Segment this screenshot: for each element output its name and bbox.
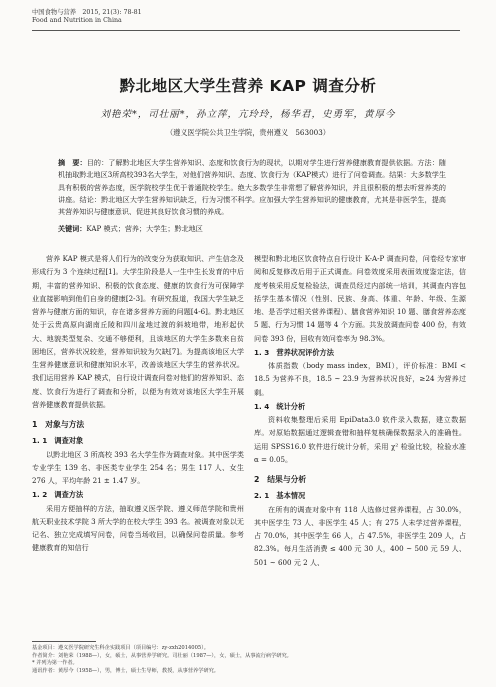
subsection-heading-1-3: 1. 3 营养状况评价方法 (254, 347, 334, 357)
abstract-text: 目的：了解黔北地区大学生营养知识、态度和饮食行为的现状，以期对学生进行营养健康教育提供依据。方法：随机抽取黔北地区3所高校393名大学生，对他们营养知识、态度、饮食行为（KAP模式）进行了问卷调查。结果：大多数学生具有积极的营养态度，医学院校学生优于普通院校学生。绝大多数学生非常想了解营养知识，并且很积极的想去听营养类的讲座。结论：黔北地区大学生营养知识缺乏，行为习惯不科学。应加强大学生营养知识的健康教育，尤其是非医学生，提高其营养知识与健康意识、促进其良好饮食习惯的养成。 (58, 158, 446, 217)
author-list: 刘艳荣*，司壮丽*，孙立萍，亢玲玲，杨华君，史勇军，黄厚今 (100, 109, 396, 120)
statistics-paragraph: 资料收集整理后采用 EpiData3.0 软件录入数据，建立数据库。对原始数据通过逻辑查错和抽样复核确保数据录入的准确性。运用 SPSS16.0 软件进行统计分析，采用 χ² 检验比较，检验水准 α = 0.05。 (254, 415, 466, 464)
section-heading-1: 1 对象与方法 (32, 420, 85, 429)
abstract (58, 157, 446, 218)
questionnaire-paragraph: 模型和黔北地区饮食特点自行设计 K-A-P 调查问卷，问卷经专家审阅和反复修改后用于正式调查。问卷效度采用表面效度鉴定法，信度考核采用反复检验法，调查员经过内部统一培训，其调查内容包括学生基本情况（性别、民族、身高、体重、年龄、年级、生源地、是否学过相关营养课程）、膳食营养知识 10 题、膳食营养态度 5 题、行为习惯 14 题等 4 个方面。共发放调查问卷 400 份，有效问卷 393 份，回收有效问卷率为 98.3%。 (254, 254, 466, 343)
abstract-label: 摘 要： (58, 158, 87, 167)
footnote-rule (32, 641, 96, 642)
subsection-heading-1-1: 1. 1 调查对象 (32, 436, 84, 446)
article-title: 黔北地区大学生营养 KAP 调查分析 (119, 77, 377, 95)
keywords-label: 关键词： (58, 224, 87, 233)
footnotes (32, 645, 460, 675)
author-bio-note: 作者简介：刘艳荣（1988—），女，硕士，从事营养学研究。司壮丽（1987—），女，硕士，从事流行病学研究。 (32, 652, 292, 659)
journal-name-en: Food and Nutrition in China (32, 17, 122, 25)
bmi-paragraph: 体质指数（body mass index，BMI），评价标准：BMI < 18.5 为营养不良，18.5 ~ 23.9 为营养状况良好，≥24 为营养过剩。 (254, 361, 466, 397)
left-column (32, 252, 244, 555)
co-first-author-note: * 并列为第一作者。 (32, 660, 78, 667)
header-rule (32, 30, 460, 31)
corresponding-author-note: 通讯作者：黄厚今（1958—），男，博士，硕士生导师，教授，从事营养学研究。 (32, 667, 219, 674)
subsection-heading-1-2: 1. 2 调查方法 (32, 490, 84, 500)
section-heading-2: 2 结果与分析 (254, 475, 307, 484)
basic-info-paragraph: 在所有的调查对象中有 118 人选修过营养课程，占 30.0%，其中医学生 73 人、非医学生 45 人；有 275 人未学过营养课程，占 70.0%，其中医学生 66 人，占 47.5%，非医学生 209 人，占 82.3%。每月生活消费 ≤ 400 元 30 人，400 ~ 500 元 59 人、501 ~ 600 元 2 人、 (254, 504, 466, 567)
subsection-heading-2-1: 2. 1 基本情况 (254, 491, 306, 501)
subjects-paragraph: 以黔北地区 3 所高校 393 名大学生作为调查对象。其中医学类专业学生 139 名、非医类专业学生 254 名；男生 117 人、女生 276 人，平均年龄 21 ± 1.47 岁。 (32, 449, 244, 485)
intro-paragraph: 营养 KAP 模式是将人们行为的改变分为获取知识、产生信念及形成行为 3 个连续过程[1]。大学生阶段是人一生中生长发育的中后期，丰富的营养知识、积极的饮食态度、健康的饮食行为可保障学业直接影响到他们自身的健康[2-3]。有研究报道，我国大学生缺乏营养与健康方面的知识，存在诸多营养方面的问题[4-6]。黔北地区处于云贵高原向湖南丘陵和四川盆地过渡的斜坡地带，地形起伏大、地貌类型复杂、交通不够便利，且该地区的大学生多数来自贫困地区，营养状况较差，营养知识较为欠缺[7]。为提高该地区大学生营养健康意识和健康知识水平，改善该地区大学生的营养状况。我们运用营养 KAP 模式，自行设计调查问卷对他们的营养知识、态度、饮食行为进行了调查和分析，以便为有效对该地区大学生开展营养健康教育提供依据。 (32, 254, 244, 409)
subsection-heading-1-4: 1. 4 统计分析 (254, 401, 306, 411)
keywords (58, 223, 446, 235)
right-column (254, 252, 466, 569)
running-header (32, 9, 142, 26)
affiliation: （遵义医学院公共卫生学院，贵州遵义 563003） (165, 128, 330, 137)
journal-name-cn: 中国食物与营养 2015, 21(3): 78-81 (32, 9, 142, 16)
methods-paragraph: 采用方便抽样的方法，抽取遵义医学院、遵义师范学院和贵州航天职业技术学院 3 所大学的在校大学生 393 名。被调查对象以无记名、独立完成填写问卷，问卷当场收回，以确保问卷质量。参考健康教育的知信行 (32, 503, 244, 553)
funding-note: 基金项目：遵义医学院研究生科企实践项目（项目编号：zy-zxh2014005）。 (32, 645, 209, 651)
keywords-text: KAP 模式；营养；大学生；黔北地区 (86, 224, 203, 233)
